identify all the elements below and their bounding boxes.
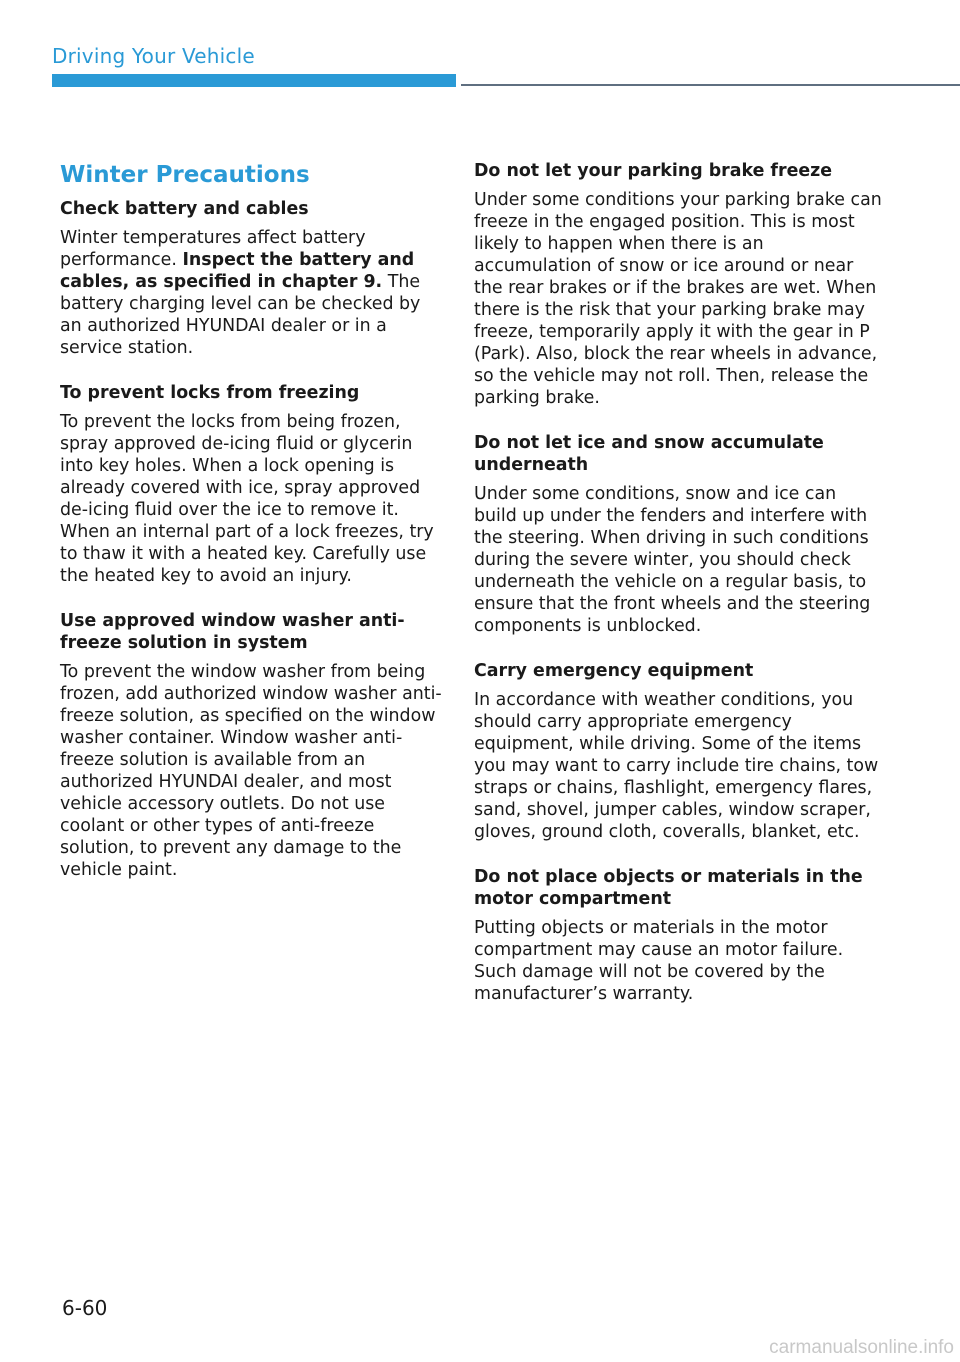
- emergency-heading: Carry emergency equipment: [474, 661, 754, 681]
- washer-heading: Use approved window washer anti-freeze solution in system: [60, 611, 405, 653]
- motor-paragraph: Putting objects or materials in the motor compartment may cause an motor failure. Such damage will not be covered by the manufacturer’s warranty.: [474, 918, 844, 1004]
- parking-brake-heading: Do not let your parking brake freeze: [474, 161, 833, 181]
- emergency-paragraph: In accordance with weather conditions, you should carry appropriate emergency equipment, while driving. Some of the items you may want to carry include tire chains, tow straps or chains, flashlight, emergency flares, sand, shovel, jumper cables, window scraper, gloves, ground cloth, coveralls, blanket, etc.: [474, 690, 879, 842]
- locks-heading: To prevent locks from freezing: [60, 383, 360, 403]
- chapter-title: Driving Your Vehicle: [52, 44, 255, 68]
- battery-paragraph: [60, 227, 444, 359]
- washer-paragraph: To prevent the window washer from being frozen, add authorized window washer anti-freeze solution, as specified on the window washer container. Window washer anti-freeze solution is available from an authorized HYUNDAI dealer, and most vehicle accessory outlets. Do not use coolant or other types of anti-freeze solution, to prevent any damage to the vehicle paint.: [60, 662, 442, 880]
- battery-text-bold: Inspect the battery and cables, as specified in chapter 9.: [60, 250, 415, 292]
- right-column: [474, 160, 884, 1028]
- header-divider-rule: [461, 84, 960, 86]
- battery-text-pre: Winter temperatures affect battery performance.: [60, 228, 366, 270]
- battery-text-post: The battery charging level can be checked by an authorized HYUNDAI dealer or in a service station.: [60, 272, 421, 358]
- ice-snow-paragraph: Under some conditions, snow and ice can build up under the fenders and interfere with the steering. When driving in such conditions during the severe winter, you should check underneath the vehicle on a regular basis, to ensure that the front wheels and the steering components is unblocked.: [474, 484, 871, 636]
- motor-heading: Do not place objects or materials in the motor compartment: [474, 867, 863, 909]
- site-watermark[interactable]: carmanualsonline.info: [769, 1337, 954, 1358]
- left-column: [60, 160, 444, 904]
- locks-paragraph: To prevent the locks from being frozen, spray approved de-icing fluid or glycerin into key holes. When a lock opening is already covered with ice, spray approved de-icing fluid over the ice to remove it. When an internal part of a lock freezes, try to thaw it with a heated key. Carefully use the heated key to avoid an injury.: [60, 412, 434, 586]
- page-number: 6-60: [62, 1296, 108, 1320]
- header-accent-rule: [52, 74, 456, 87]
- parking-brake-paragraph: Under some conditions your parking brake can freeze in the engaged position. This is most likely to happen when there is an accumulation of snow or ice around or near the rear brakes or if the brakes are wet. When there is the risk that your parking brake may freeze, temporarily apply it with the gear in P (Park). Also, block the rear wheels in advance, so the vehicle may not roll. Then, release the parking brake.: [474, 190, 882, 408]
- ice-snow-heading: Do not let ice and snow accumulate underneath: [474, 433, 824, 475]
- section-title: Winter Precautions: [60, 162, 310, 188]
- battery-heading: Check battery and cables: [60, 199, 309, 219]
